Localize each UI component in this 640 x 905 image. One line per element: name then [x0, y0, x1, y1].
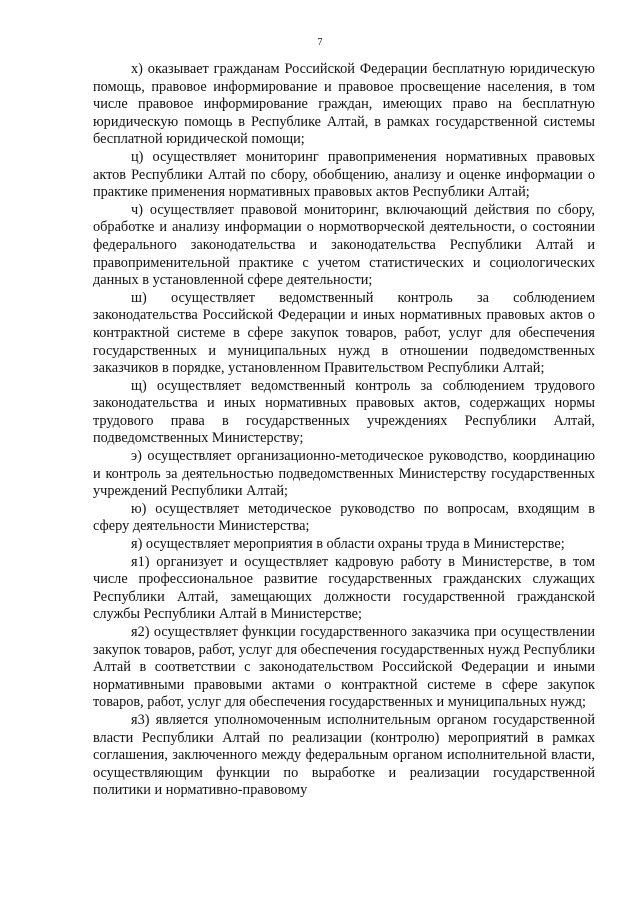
- paragraph-ya3: я3) является уполномоченным исполнительным органом государственной власти Республики Алтай по реализации (контролю) мероприятий в рамках соглашения, заключенного между федеральным органом исполнительной власти, осуществляющим функции по выработке и реализации государственной политики и нормативно-правовому: [93, 711, 595, 799]
- paragraph-ya1: я1) организует и осуществляет кадровую работу в Министерстве, в том числе профессиональное развитие государственных гражданских служащих Республики Алтай, замещающих должности государственной гражданской службы Республики Алтай в Министерстве;: [93, 553, 595, 623]
- paragraph-ya: я) осуществляет мероприятия в области охраны труда в Министерстве;: [131, 536, 565, 553]
- paragraph-sh: ш) осуществляет ведомственный контроль за соблюдением законодательства Российской Федерации и иных нормативных правовых актов о контрактной системе в сфере закупок товаров, работ, услуг для обеспечения государственных и муниципальных нужд в отношении подведомственных заказчиков в порядке, установленном Правительством Республики Алтай;: [93, 289, 595, 377]
- paragraph-e: э) осуществляет организационно-методическое руководство, координацию и контроль за деятельностью подведомственных Министерству государственных учреждений Республики Алтай;: [93, 448, 595, 500]
- paragraph-kh: х) оказывает гражданам Российской Федерации бесплатную юридическую помощь, правовое информирование и правовое просвещение населения, в том числе правовое информирование граждан, имеющих право на бесплатную юридическую помощь в Республике Алтай, в рамках государственной системы бесплатной юридической помощи;: [93, 61, 595, 148]
- page-number: 7: [317, 37, 323, 48]
- paragraph-ts: ц) осуществляет мониторинг правоприменения нормативных правовых актов Республики Алтай по сбору, обобщению, анализу и оценке информации о практике применения нормативных правовых актов Республики Алтай;: [93, 148, 595, 201]
- paragraph-ya2: я2) осуществляет функции государственного заказчика при осуществлении закупок товаров, работ, услуг для обеспечения государственных нужд Республики Алтай в соответствии с законодательством Российской Федерации и иными нормативными правовыми актами о контрактной системе в сфере закупок товаров, работ, услуг для обеспечения государственных и муниципальных нужд;: [93, 624, 595, 711]
- paragraph-shch: щ) осуществляет ведомственный контроль за соблюдением трудового законодательства и иных нормативных правовых актов, содержащих нормы трудового права в государственных учреждениях Республики Алтай, подведомственных Министерству;: [93, 377, 595, 447]
- paragraph-ch: ч) осуществляет правовой мониторинг, включающий действия по сбору, обработке и анализу информации о нормотворческой деятельности, о состоянии федерального законодательства и законодательства Республики Алтай и правоприменительной практике с учетом статистических и социологических данных в установленной сфере деятельности;: [93, 201, 595, 289]
- paragraph-yu: ю) осуществляет методическое руководство по вопросам, входящим в сферу деятельности Министерства;: [93, 500, 595, 535]
- document-body: [93, 61, 595, 800]
